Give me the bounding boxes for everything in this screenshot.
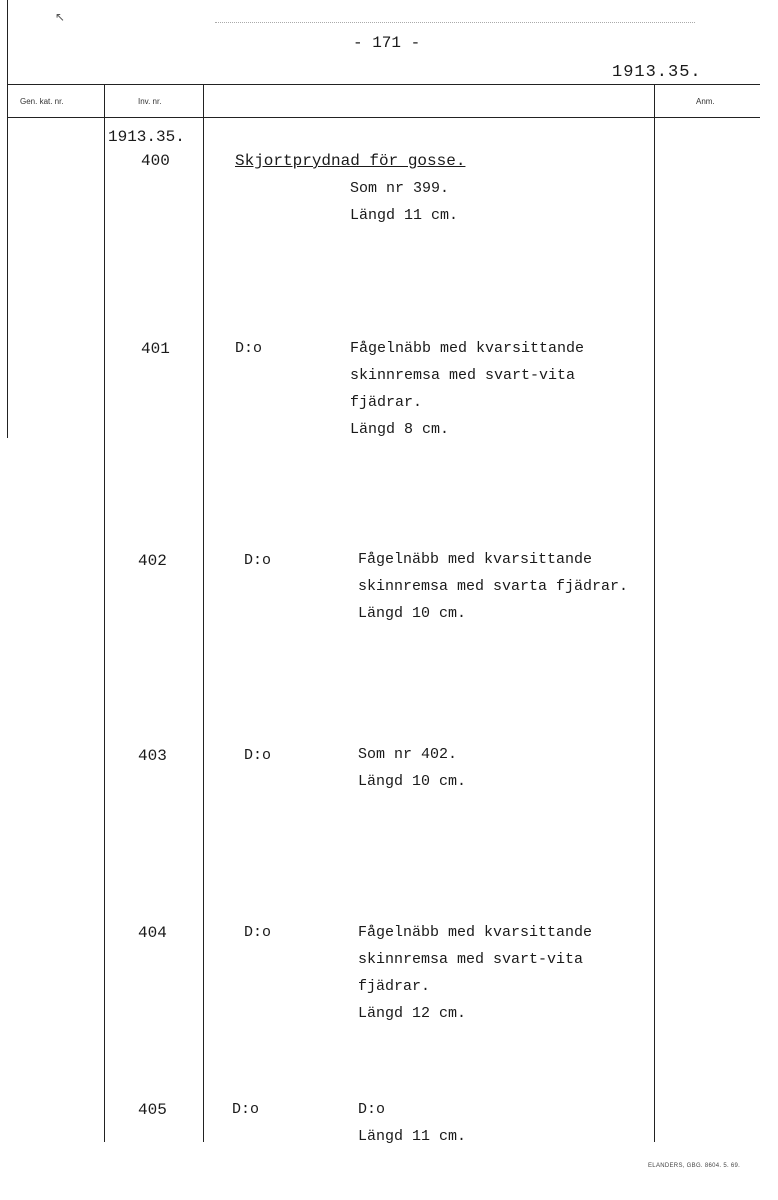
corner-mark: ↖ xyxy=(55,10,66,24)
entry-description-405 xyxy=(358,1096,466,1150)
ditto-mark-405: D:o xyxy=(232,1101,260,1118)
description-line: Fågelnäbb med kvarsittande xyxy=(358,551,593,568)
anm-column-left-rule xyxy=(654,84,655,1142)
description-line: Längd 10 cm. xyxy=(358,605,467,622)
inv-number-400: 400 xyxy=(141,152,170,170)
column-header-inv: Inv. nr. xyxy=(138,97,162,106)
ditto-mark-402: D:o xyxy=(244,552,272,569)
description-line: Längd 11 cm. xyxy=(358,1128,467,1145)
description-line: Längd 12 cm. xyxy=(358,1005,467,1022)
inv-column-left-rule xyxy=(104,84,105,1142)
description-line: skinnremsa med svart-vita xyxy=(350,367,576,384)
description-line: Som nr 399. xyxy=(350,180,450,197)
ditto-mark-403: D:o xyxy=(244,747,272,764)
entry-title: Skjortprydnad för gosse. xyxy=(235,152,466,170)
column-header-gen-kat: Gen. kat. nr. xyxy=(20,97,64,106)
description-line: fjädrar. xyxy=(350,394,423,411)
description-line: Fågelnäbb med kvarsittande xyxy=(358,924,593,941)
description-line: Längd 8 cm. xyxy=(350,421,450,438)
year-entry: 1913.35. xyxy=(108,128,185,146)
description-line: Fågelnäbb med kvarsittande xyxy=(350,340,585,357)
page-number: - 171 - xyxy=(353,34,421,52)
column-header-anm: Anm. xyxy=(696,97,715,106)
description-line: Längd 10 cm. xyxy=(358,773,467,790)
inv-number-402: 402 xyxy=(138,552,167,570)
entry-description-400 xyxy=(350,175,458,229)
entry-description-404 xyxy=(358,919,592,1027)
description-line: Längd 11 cm. xyxy=(350,207,459,224)
ditto-mark-404: D:o xyxy=(244,924,272,941)
header-top-rule xyxy=(7,84,760,85)
top-dotted-rule xyxy=(215,22,695,23)
inv-number-405: 405 xyxy=(138,1101,167,1119)
description-line: D:o xyxy=(358,1101,386,1118)
inv-number-401: 401 xyxy=(141,340,170,358)
description-line: skinnremsa med svarta fjädrar. xyxy=(358,578,629,595)
entry-description-401 xyxy=(350,335,584,443)
description-line: fjädrar. xyxy=(358,978,431,995)
year-header: 1913.35. xyxy=(612,63,702,82)
left-margin-rule xyxy=(7,0,8,438)
printer-mark: ELANDERS, GBG. 8604. 5. 69. xyxy=(648,1163,741,1169)
inv-number-403: 403 xyxy=(138,747,167,765)
inv-number-404: 404 xyxy=(138,924,167,942)
entry-description-402 xyxy=(358,546,628,627)
header-bottom-rule xyxy=(7,117,760,118)
ditto-mark-401: D:o xyxy=(235,340,263,357)
description-line: skinnremsa med svart-vita xyxy=(358,951,584,968)
entry-description-403 xyxy=(358,741,466,795)
inv-column-right-rule xyxy=(203,84,204,1142)
description-line: Som nr 402. xyxy=(358,746,458,763)
